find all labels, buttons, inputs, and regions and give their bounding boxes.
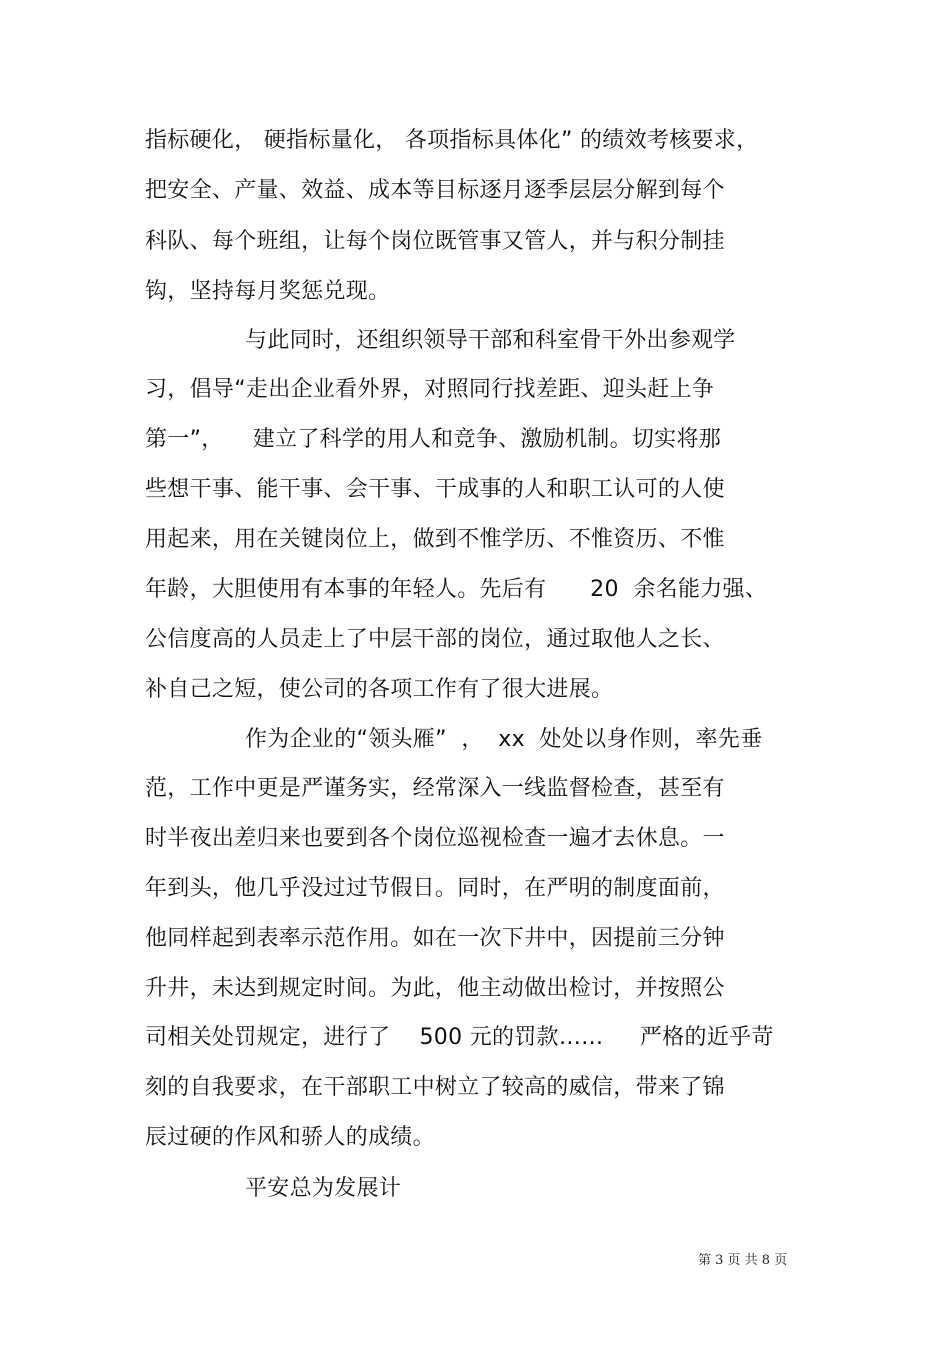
text-line: 年到头，他几乎没过过节假日。同时，在严明的制度面前， [145, 876, 725, 901]
text-line: 把安全、产量、效益、成本等目标逐月逐季层层分解到每个 [145, 178, 725, 203]
text-line: 钩，坚持每月奖惩兑现。 [145, 279, 391, 304]
text-line: 他同样起到表率示范作用。如在一次下井中，因提前三分钟 [145, 926, 725, 951]
text-line: 指标硬化， 硬指标量化， 各项指标具体化” 的绩效考核要求， [145, 128, 759, 153]
text-line: 科队、每个班组，让每个岗位既管事又管人，并与积分制挂 [145, 229, 725, 254]
page-number: 第 3 页 共 8 页 [698, 1253, 788, 1268]
text-line: 司相关处罚规定，进行了 500 元的罚款…… 严格的近乎苛 [145, 1025, 774, 1050]
section-heading: 平安总为发展计 [245, 1176, 402, 1201]
text-line: 范，工作中更是严谨务实，经常深入一线监督检查，甚至有 [145, 776, 725, 801]
text-line: 时半夜出差归来也要到各个岗位巡视检查一遍才去休息。一 [145, 826, 725, 851]
text-line: 补自己之短，使公司的各项工作有了很大进展。 [145, 677, 614, 702]
text-line: 第一”， 建立了科学的用人和竞争、激励机制。切实将那 [145, 427, 722, 452]
text-line: 用起来，用在关键岗位上，做到不惟学历、不惟资历、不惟 [145, 527, 725, 552]
text-line: 公信度高的人员走上了中层干部的岗位，通过取他人之长、 [145, 627, 725, 652]
text-line: 辰过硬的作风和骄人的成绩。 [145, 1125, 435, 1150]
text-line: 作为企业的“领头雁” ， xx 处处以身作则，率先垂 [245, 727, 763, 752]
text-line: 刻的自我要求，在干部职工中树立了较高的威信，带来了锦 [145, 1075, 725, 1100]
text-line: 年龄，大胆使用有本事的年轻人。先后有 20 余名能力强、 [145, 577, 768, 602]
text-line: 些想干事、能干事、会干事、干成事的人和职工认可的人使 [145, 477, 725, 502]
text-line: 升井，未达到规定时间。为此，他主动做出检讨，并按照公 [145, 976, 725, 1001]
text-line: 习，倡导“走出企业看外界，对照同行找差距、迎头赶上争 [145, 377, 715, 402]
text-line: 与此同时，还组织领导干部和科室骨干外出参观学 [245, 328, 736, 353]
